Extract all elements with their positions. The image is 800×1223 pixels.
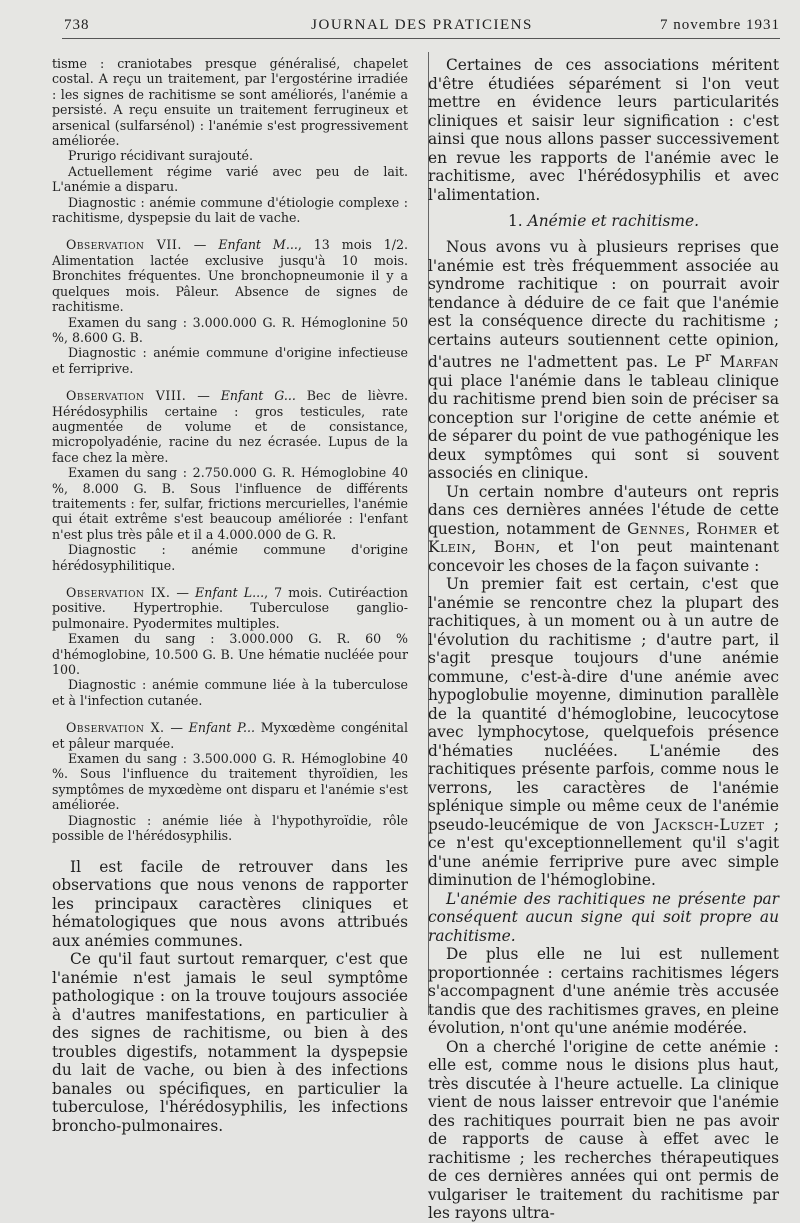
patient-name: Enfant L... <box>195 585 265 600</box>
italic-statement: L'anémie des rachitiques ne présente par conséquent aucun signe qui soit propre au rachitisme. <box>428 889 779 945</box>
journal-title: JOURNAL DES PRATICIENS <box>311 17 533 33</box>
section-title: Anémie et rachitisme. <box>527 212 700 230</box>
blood-exam: Examen du sang : 3.000.000 G. R. 60 % d'hémoglobine, 10.500 G. B. Une hématie nucléée pour 100. <box>52 631 408 678</box>
blood-exam: Examen du sang : 3.500.000 G. R. Hémoglobine 40 %. Sous l'influence du traitement thyroïdien, les symptômes de myxœdème ont disparu et l'anémie s'est améliorée. <box>52 751 408 813</box>
body-paragraph: Ce qu'il faut surtout remarquer, c'est que l'anémie n'est jamais le seul symptôme pathologique : on la trouve toujours associée à d'autres manifestations, en particulier à des signes de rachitisme, ou bien à des troubles digestifs, notamment la dyspepsie du lait de vache, ou bien à des infections banales ou spécifiques, en particulier la tuberculose, l'hérédosyphilis, les infections broncho-pulmonaires. <box>52 950 408 1135</box>
observation-title: Observation IX. <box>66 585 171 600</box>
author-name: Gennes <box>627 519 686 538</box>
body-paragraph: De plus elle ne lui est nullement proportionnée : certains rachitismes légers s'accompagnent d'une anémie très accusée tandis que des rachitismes graves, en pleine évolution, n'ont qu'une anémie modérée. <box>428 945 779 1038</box>
text-run: et <box>757 519 779 538</box>
observation-7: Observation VII. — Enfant M..., 13 mois 1/2. Alimentation lactée exclusive jusqu'à 10 mois. Bronchites fréquentes. Une bronchopneumonie il y a quelques mois. Pâleur. Absence de signes de rachitisme. <box>52 237 409 315</box>
blood-exam: Examen du sang : 3.000.000 G. R. Hémoglonine 50 %, 8.600 G. B. <box>52 314 408 345</box>
author-name: Bohn <box>493 538 536 557</box>
author-name: Rohmer <box>696 519 758 538</box>
case-notes <box>52 56 408 844</box>
blood-exam: Examen du sang : 2.750.000 G. R. Hémoglobine 40 %, 8.000 G. B. Sous l'influence de différents traitements : fer, sulfar, frictions mercurielles, l'anémie qui était extrême s'est beaucoup améliorée : l'enfant n'est plus très pâle et il a 4.000.000 de G. R. <box>52 465 408 542</box>
section-number: 1. <box>507 212 523 230</box>
text-run: Un premier fait est certain, c'est que l'anémie se rencontre chez la plupart des rachitiques, à un moment ou à un autre de l'évolution du rachitisme ; d'autre part, il s'agit presque toujours d'une anémie commune, c'est-à-dire d'une anémie avec hypoglobulie moyenne, diminution parallèle de la quantité d'hémoglobine, leucocytose avec lymphocytose, quelquefois présence d'hématies nucléées. L'anémie des rachitiques présente parfois, comme nous le verrons, les caractères de l'anémie splénique simple ou même ceux de l'anémie pseudo-leucémique de von <box>428 575 779 834</box>
observation-text: , 13 mois 1/2. Alimentation lactée exclusive jusqu'à 10 mois. Bronchites fréquentes. Une bronchopneumonie il y a quelques mois. Pâleur. Absence de signes de rachitisme. <box>52 237 409 315</box>
case-diagnostic: Diagnostic : anémie commune liée à la tuberculose et à l'infection cutanée. <box>52 677 408 708</box>
body-paragraph: Certaines de ces associations méritent d'être étudiées séparément si l'on veut mettre en évidence leurs particularités cliniques et saisir leur signification : c'est ainsi que nous allons passer successivement en revue les rapports de l'anémie avec le rachitisme, avec l'hérédosyphilis et avec l'alimentation. <box>428 56 779 204</box>
case-paragraph: Prurigo récidivant surajouté. <box>68 148 253 164</box>
page-number: 738 <box>64 17 90 33</box>
section-heading <box>428 212 779 230</box>
header-rule <box>62 38 780 39</box>
body-paragraph <box>428 238 779 483</box>
case-diagnostic: Diagnostic : anémie commune d'étiologie complexe : rachitisme, dyspepsie du lait de vache. <box>52 194 408 226</box>
text-run: qui place l'anémie dans le tableau clinique du rachitisme prend bien soin de préciser sa conception sur l'origine de cette anémie et de séparer du point de vue pathogénique les deux symptômes qui sont si souvent associés en clinique. <box>428 371 779 483</box>
case-paragraph: Actuellement régime varié avec peu de lait. L'anémie a disparu. <box>52 163 408 195</box>
case-diagnostic: Diagnostic : anémie commune d'origine hérédosyphilitique. <box>52 542 408 573</box>
patient-name: Enfant G... <box>220 388 296 404</box>
body-paragraph <box>428 575 779 890</box>
observation-text: Bec de lièvre. Hérédosyphilis certaine : gros testicules, rate augmentée de volume et de consistance, micropolyadénie, racine du nez écrasée. Lupus de la face chez la mère. <box>52 388 408 465</box>
author-name: Klein <box>428 538 472 557</box>
discussion-text <box>52 858 408 1136</box>
text-run: , <box>471 538 494 557</box>
issue-date: 7 novembre 1931 <box>660 17 780 33</box>
running-header <box>64 17 780 37</box>
observation-title: Observation VIII. <box>66 388 187 404</box>
observation-8: Observation VIII. — Enfant G... Bec de lièvre. Hérédosyphilis certaine : gros testicules, rate augmentée de volume et de consistance, micropolyadénie, racine du nez écrasée. Lupus de la face chez la mère. <box>52 388 408 465</box>
text-run: Un certain nombre d'auteurs ont repris dans ces dernières années l'étude de cette question, notamment de <box>428 482 779 538</box>
observation-text: , 7 mois. Cutiréaction positive. Hypertrophie. Tuberculose ganglio-pulmonaire. Pyodermites multiples. <box>52 585 408 631</box>
observation-title: Observation VII. <box>66 237 182 253</box>
case-diagnostic: Diagnostic : anémie liée à l'hypothyroïdie, rôle possible de l'hérédosyphilis. <box>52 812 408 844</box>
case-diagnostic: Diagnostic : anémie commune d'origine infectieuse et ferriprive. <box>52 345 408 376</box>
text-run: ; ce n'est qu'exceptionnellement qu'il s'agit d'une anémie ferriprive pure avec simple diminution de l'hémoglobine. <box>428 815 779 890</box>
observation-9: Observation IX. — Enfant L..., 7 mois. Cutiréaction positive. Hypertrophie. Tuberculose ganglio-pulmonaire. Pyodermites multiples. <box>52 585 408 631</box>
observation-text: Myxœdème congénital et pâleur marquée. <box>52 720 408 751</box>
case-paragraph: tisme : craniotabes presque généralisé, chapelet costal. A reçu un traitement, par l'ergostérine irradiée : les signes de rachitisme se sont améliorés, l'anémie a persisté. A reçu ensuite un traitement ferrugineux et arsenical (sulfarsénol) : l'anémie s'est progressivement améliorée. <box>52 56 408 149</box>
author-name: Marfan <box>719 353 779 372</box>
left-column <box>52 56 408 1135</box>
patient-name: Enfant M... <box>218 237 298 253</box>
patient-name: Enfant P... <box>188 720 256 736</box>
body-paragraph <box>428 483 779 576</box>
observation-10: Observation X. — Enfant P... Myxœdème congénital et pâleur marquée. <box>52 720 408 751</box>
text-run: , et l'on peut maintenant concevoir les choses de la façon suivante : <box>428 538 779 575</box>
body-paragraph: On a cherché l'origine de cette anémie : elle est, comme nous le disions plus haut, très discutée à l'heure actuelle. La clinique vient de nous laisser entrevoir que l'anémie des rachitiques pourrait bien ne pas avoir de rapports de cause à effet avec le rachitisme ; les recherches thérapeutiques de ces dernières années qui ont permis de vulgariser le traitement du rachitisme par les rayons ultra- <box>428 1037 779 1223</box>
abbrev-superscript: r <box>704 350 712 365</box>
author-name: Jacksch-Luzet <box>653 815 765 834</box>
right-column <box>428 56 779 1223</box>
observation-title: Observation X. <box>66 720 165 736</box>
body-paragraph: Il est facile de retrouver dans les observations que nous venons de rapporter les principaux caractères cliniques et hématologiques que nous avons attribués aux anémies communes. <box>52 857 408 950</box>
text-run: , <box>685 519 697 538</box>
text-run: Nous avons vu à plusieurs reprises que l'anémie est très fréquemment associée au syndrome rachitique : on pourrait avoir tendance à déduire de ce fait que l'anémie est la conséquence directe du rachitisme ; certains auteurs soutiennent cette opinion, d'autres ne l'admettent pas. Le P <box>428 238 779 372</box>
